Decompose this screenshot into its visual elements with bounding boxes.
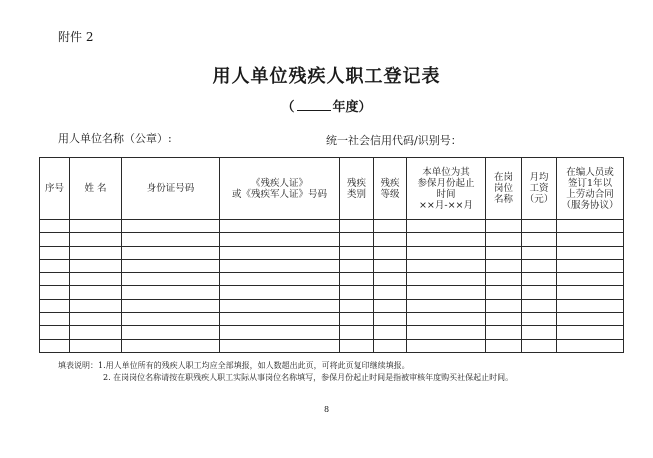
- table-cell[interactable]: [40, 326, 70, 339]
- table-cell[interactable]: [374, 339, 407, 352]
- note-line-2: 2. 在岗岗位名称请按在职残疾人职工实际从事岗位名称填写，参保月份起止时间是指被审核年度购买社保起止时间。: [103, 373, 514, 382]
- table-cell[interactable]: [70, 246, 122, 259]
- table-cell[interactable]: [220, 299, 340, 312]
- table-row: [40, 273, 624, 286]
- table-cell[interactable]: [374, 286, 407, 299]
- table-cell[interactable]: [70, 220, 122, 233]
- table-cell[interactable]: [40, 220, 70, 233]
- table-cell[interactable]: [40, 233, 70, 246]
- table-cell[interactable]: [522, 233, 557, 246]
- table-cell[interactable]: [557, 259, 624, 272]
- table-cell[interactable]: [407, 273, 486, 286]
- table-cell[interactable]: [522, 286, 557, 299]
- table-cell[interactable]: [340, 273, 374, 286]
- table-cell[interactable]: [486, 273, 522, 286]
- table-row: [40, 286, 624, 299]
- table-cell[interactable]: [40, 273, 70, 286]
- table-cell[interactable]: [557, 286, 624, 299]
- table-cell[interactable]: [486, 326, 522, 339]
- year-blank: [297, 98, 331, 111]
- header-disability-level: 残疾 等级: [374, 158, 407, 220]
- table-cell[interactable]: [40, 259, 70, 272]
- table-cell[interactable]: [486, 313, 522, 326]
- table-row: [40, 299, 624, 312]
- table-cell[interactable]: [486, 299, 522, 312]
- table-cell[interactable]: [70, 339, 122, 352]
- table-cell[interactable]: [122, 299, 220, 312]
- year-line: [0, 96, 653, 115]
- year-suffix: 年度）: [332, 100, 372, 115]
- table-cell[interactable]: [407, 299, 486, 312]
- table-cell[interactable]: [122, 259, 220, 272]
- table-cell[interactable]: [374, 233, 407, 246]
- table-cell[interactable]: [220, 233, 340, 246]
- table-cell[interactable]: [557, 299, 624, 312]
- table-cell[interactable]: [407, 286, 486, 299]
- table-cell[interactable]: [557, 246, 624, 259]
- page-number: 8: [323, 405, 330, 414]
- table-cell[interactable]: [407, 246, 486, 259]
- table-cell[interactable]: [122, 339, 220, 352]
- table-cell[interactable]: [70, 299, 122, 312]
- table-cell[interactable]: [522, 220, 557, 233]
- table-cell[interactable]: [220, 339, 340, 352]
- table-cell[interactable]: [486, 259, 522, 272]
- table-cell[interactable]: [374, 220, 407, 233]
- header-name: 姓 名: [70, 158, 122, 220]
- table-cell[interactable]: [522, 326, 557, 339]
- header-contract: 在编人员或 签订1年以 上劳动合同 （服务协议）: [557, 158, 624, 220]
- table-cell[interactable]: [340, 220, 374, 233]
- table-header-row: [40, 158, 624, 220]
- table-body: [40, 220, 624, 353]
- table-cell[interactable]: [122, 273, 220, 286]
- table-row: [40, 233, 624, 246]
- table-cell[interactable]: [40, 246, 70, 259]
- table-cell[interactable]: [522, 313, 557, 326]
- table-cell[interactable]: [374, 273, 407, 286]
- header-monthly-wage: 月均 工资 （元）: [522, 158, 557, 220]
- table-cell[interactable]: [486, 233, 522, 246]
- table-cell[interactable]: [374, 313, 407, 326]
- table-cell[interactable]: [40, 339, 70, 352]
- table-cell[interactable]: [374, 326, 407, 339]
- table-cell[interactable]: [407, 326, 486, 339]
- unit-name-label: 用人单位名称（公章）:: [58, 132, 172, 145]
- table-cell[interactable]: [220, 220, 340, 233]
- table-cell[interactable]: [340, 326, 374, 339]
- table-cell[interactable]: [70, 233, 122, 246]
- table-cell[interactable]: [220, 246, 340, 259]
- table-cell[interactable]: [486, 246, 522, 259]
- table-cell[interactable]: [122, 326, 220, 339]
- table-cell[interactable]: [340, 286, 374, 299]
- table-cell[interactable]: [522, 299, 557, 312]
- table-cell[interactable]: [122, 286, 220, 299]
- employee-register-table: [39, 157, 624, 353]
- fill-notes: [58, 360, 513, 384]
- table-cell[interactable]: [407, 220, 486, 233]
- table-cell[interactable]: [374, 259, 407, 272]
- table-cell[interactable]: [374, 299, 407, 312]
- table-cell[interactable]: [220, 286, 340, 299]
- table-cell[interactable]: [522, 246, 557, 259]
- table-cell[interactable]: [407, 233, 486, 246]
- table-cell[interactable]: [340, 299, 374, 312]
- table-cell[interactable]: [486, 339, 522, 352]
- table-cell[interactable]: [522, 259, 557, 272]
- table-cell[interactable]: [557, 220, 624, 233]
- table-cell[interactable]: [220, 326, 340, 339]
- table-cell[interactable]: [522, 273, 557, 286]
- table-row: [40, 246, 624, 259]
- table-cell[interactable]: [340, 313, 374, 326]
- table-cell[interactable]: [220, 273, 340, 286]
- table-cell[interactable]: [407, 259, 486, 272]
- table-cell[interactable]: [374, 246, 407, 259]
- table-cell[interactable]: [70, 313, 122, 326]
- header-job-title: 在岗 岗位 名称: [486, 158, 522, 220]
- table-row: [40, 313, 624, 326]
- table-cell[interactable]: [40, 286, 70, 299]
- table-cell[interactable]: [122, 313, 220, 326]
- form-title: 用人单位残疾人职工登记表: [212, 66, 441, 87]
- table-cell[interactable]: [407, 339, 486, 352]
- header-serial: 序号: [40, 158, 70, 220]
- table-row: [40, 259, 624, 272]
- table-row: [40, 326, 624, 339]
- table-row: [40, 220, 624, 233]
- table-cell[interactable]: [486, 286, 522, 299]
- header-disability-type: 残疾 类别: [340, 158, 374, 220]
- table-cell[interactable]: [407, 313, 486, 326]
- table-cell[interactable]: [340, 246, 374, 259]
- table-cell[interactable]: [557, 339, 624, 352]
- table-cell[interactable]: [70, 286, 122, 299]
- credit-code-label: 统一社会信用代码/识别号：: [326, 134, 462, 147]
- table-cell[interactable]: [122, 246, 220, 259]
- table-cell[interactable]: [557, 273, 624, 286]
- table-cell[interactable]: [340, 339, 374, 352]
- table-cell[interactable]: [557, 326, 624, 339]
- note-line-1: 填表说明：1.用人单位所有的残疾人职工均应全部填报，如人数超出此页，可将此页复印继续填报。: [58, 361, 410, 370]
- table-cell[interactable]: [40, 313, 70, 326]
- table-cell[interactable]: [40, 299, 70, 312]
- table-cell[interactable]: [122, 220, 220, 233]
- table-cell[interactable]: [557, 313, 624, 326]
- table-cell[interactable]: [220, 259, 340, 272]
- table-cell[interactable]: [122, 233, 220, 246]
- table-cell[interactable]: [340, 233, 374, 246]
- table-cell[interactable]: [220, 313, 340, 326]
- table-cell[interactable]: [340, 259, 374, 272]
- attachment-label: 附件 2: [58, 30, 94, 44]
- table-cell[interactable]: [522, 339, 557, 352]
- header-id-number: 身份证号码: [122, 158, 220, 220]
- table-cell[interactable]: [70, 273, 122, 286]
- header-disability-cert: 《残疾人证》 或《残疾军人证》号码: [220, 158, 340, 220]
- year-open-paren: （: [281, 100, 295, 115]
- table-cell[interactable]: [557, 233, 624, 246]
- table-cell[interactable]: [70, 259, 122, 272]
- header-insurance-months: 本单位为其 参保月份起止 时间 ××月-××月: [407, 158, 486, 220]
- table-cell[interactable]: [70, 326, 122, 339]
- table-row: [40, 339, 624, 352]
- table-cell[interactable]: [486, 220, 522, 233]
